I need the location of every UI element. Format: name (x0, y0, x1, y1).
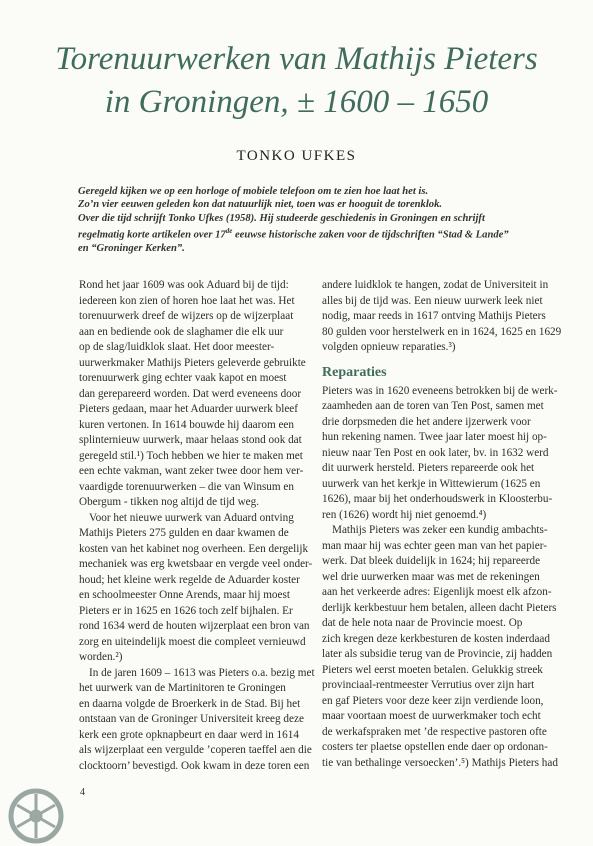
text-line: Voor het nieuwe uurwerk van Aduard ontving (89, 511, 294, 524)
text-line: werk. Dat bleek duidelijk in 1624; hij repareerde (322, 555, 541, 567)
section-heading: Reparaties (322, 364, 387, 380)
author-name: TONKO UFKES (236, 148, 357, 164)
text-line: aan het verkeerde adres: Eigenlijk moest elk afzon- (322, 586, 552, 598)
text-line: 1626), maar bij het onderhoudswerk in Kloosterbu- (322, 493, 553, 505)
text-line: nodig, maar reeds in 1617 ontving Mathijs Pieters (322, 310, 546, 322)
text-line: torenuurwerk ging echter vaak kapot en moest (79, 372, 287, 384)
text-line: drie dorpsmeden die het andere ijzerwerk voor (322, 415, 531, 428)
text-line: zich kregen deze kerkbesturen de kosten inderdaad (322, 632, 550, 645)
text-line: provinciaal-rentmeester Verrutius over zijn hart (322, 679, 535, 691)
text-line: dat de hele nota naar de Provincie moest. Op (322, 617, 523, 629)
text-line: ontstaan van de Groninger Universiteit kreeg deze (79, 713, 304, 725)
paragraph (79, 278, 309, 511)
text-line: torenuurwerk dreef de wijzers op de wijzerplaat (79, 310, 294, 322)
text-line: Rond het jaar 1609 was ook Aduard bij de tijd: (79, 279, 289, 291)
text-line: op de slag/luidklok slaat. Het door meester- (79, 341, 275, 353)
text-line: Obergum - tikken nog altijd de tijd weg. (79, 496, 260, 508)
text-line: geregeld stil.¹) Toch hebben we hier te maken met (79, 449, 303, 462)
intro-line: Zo’n vier eeuwen geleden kon dat natuurlijk niet, toen was er hooguit de torenklok. (78, 199, 443, 211)
text-line: Mathijs Pieters 275 gulden en daar kwamen de (79, 527, 289, 539)
text-line: worden.²) (79, 651, 123, 663)
text-line: Pieters er in 1625 en 1626 toch zelf bijhalen. Er (79, 604, 293, 617)
text-line: Pieters gedaan, maar het Aduarder uurwerk bleef (79, 403, 298, 415)
text-line: kerk een grote opknapbeurt en daar werd in 1614 (79, 728, 299, 741)
text-line: een echte vakman, want zeker twee door hem ver- (79, 465, 304, 477)
text-line: Pieters wel eerst moeten betalen. Gelukkig streek (322, 663, 543, 676)
intro-line: Over die tijd schrijft Tonko Ufkes (1958). Hij studeerde geschiedenis in Groningen en schrijft (78, 212, 485, 224)
article-intro (78, 185, 538, 256)
text-line: aan en bediende ook de slaghamer die elk uur (79, 325, 284, 338)
text-line: splinternieuw uurwerk, maar helaas stond ook dat (79, 434, 302, 446)
text-line: clocktoorn’ bevestigd. Ook kwam in deze toren een (79, 759, 310, 772)
text-line: kuren vertonen. In 1614 bouwde hij daarom een (79, 418, 294, 431)
paragraph (322, 523, 558, 771)
text-line: Pieters was in 1620 eveneens betrokken bij de werk- (322, 384, 558, 397)
text-line: derlijk kerkbestuur hem betalen, alleen dacht Pieters (322, 601, 557, 614)
text-line: en schoolmeester Onne Arends, maar hij moest (79, 589, 290, 601)
text-line: ren (1626) wordt hij niet genoemd.⁴) (322, 508, 487, 521)
gear-wheel-icon (6, 786, 66, 846)
title-line: Torenuurwerken van Mathijs Pieters (55, 41, 538, 77)
intro-line: Geregeld kijken we op een horloge of mobiele telefoon om te zien hoe laat het is. (78, 186, 429, 197)
text-line: rond 1634 werd de houten wijzerplaat een bron van (79, 620, 310, 632)
text-line: andere luidklok te hangen, zodat de Universiteit in (322, 279, 549, 291)
text-line: later als subsidie terug van de Provincie, zij hadden (322, 648, 553, 660)
text-line: en daarna volgde de Broerkerk in de Stad. Bij het (79, 697, 301, 710)
text-line: alles bij de tijd was. Een nieuw uurwerk leek niet (322, 294, 543, 307)
paragraph (79, 666, 315, 775)
text-line: Mathijs Pieters was zeker een kundig ambachts- (332, 524, 548, 536)
text-line: uurwerk van het kerkje in Wittewierum (1625 en (322, 477, 541, 490)
text-line: maar voortaan moest de uurwerkmaker toch echt (322, 710, 541, 722)
text-line: zorg en uiteindelijk moest die compleet vernieuwd (79, 635, 306, 648)
text-line: de werkafspraken met ’de respective pastoren ofte (322, 725, 547, 738)
paragraph (79, 511, 313, 666)
text-line: costers ter plaetse opstellen ende daer op ordonan- (322, 741, 548, 753)
title-line: in Groningen, ± 1600 – 1650 (104, 84, 489, 120)
text-line: mechaniek was erg kwetsbaar en vergde veel onder- (79, 558, 313, 570)
text-line: In de jaren 1609 – 1613 was Pieters o.a. bezig met (89, 666, 315, 679)
text-line: hun rekening namen. Twee jaar later moest hij op- (322, 431, 547, 443)
text-line: volgden opnieuw reparaties.³) (322, 341, 456, 353)
text-line: dit uurwerk hersteld. Pieters repareerde ook het (322, 462, 535, 474)
left-column (79, 278, 315, 774)
text-line: houd; het kleine werk regelde de Aduarder koster (79, 573, 300, 586)
text-line: en gaf Pieters voor deze keer zijn verdiende loon, (322, 694, 544, 707)
text-line: nieuw naar Ten Post en ook later, bv. in 1632 werd (322, 446, 549, 459)
page-number: 4 (80, 787, 85, 798)
text-line: vaardigde torenuurwerken – die van Winsum en (79, 480, 294, 493)
text-line: uurwerkmaker Mathijs Pieters geleverde gebruikte (79, 356, 306, 369)
text-line: man maar hij was echter geen man van het papier- (322, 539, 547, 552)
paragraph (322, 278, 562, 356)
paragraph (322, 384, 558, 524)
text-line: wel drie uurwerken maar was met de rekeningen (322, 570, 540, 583)
text-line: 80 gulden voor herstelwerk en in 1624, 1625 en 1629 (322, 325, 562, 338)
text-line: het uurwerk van de Martinitoren te Groningen (79, 682, 286, 694)
text-line: zaamheden aan de toren van Ten Post, samen met (322, 400, 544, 412)
right-column (322, 278, 562, 771)
text-line: als wijzerplaat een vergulde ’coperen taeffel aen die (79, 744, 312, 756)
text-line: iedereen kon zien of horen hoe laat het was. Het (79, 294, 295, 307)
intro-line: en “Groninger Kerken”. (78, 243, 185, 255)
article-title (0, 38, 593, 124)
intro-line: regelmatig korte artikelen over 17de eeuwse historische zaken voor de tijdschriften “Stad & Lande” (78, 227, 509, 241)
text-line: dan gerepareerd worden. Dat werd eveneens door (79, 387, 302, 400)
text-line: kosten van het kabinet nog overheen. Een dergelijk (79, 542, 309, 555)
text-line: tie van bethalinge versoecken’.⁵) Mathijs Pieters had (322, 756, 558, 769)
